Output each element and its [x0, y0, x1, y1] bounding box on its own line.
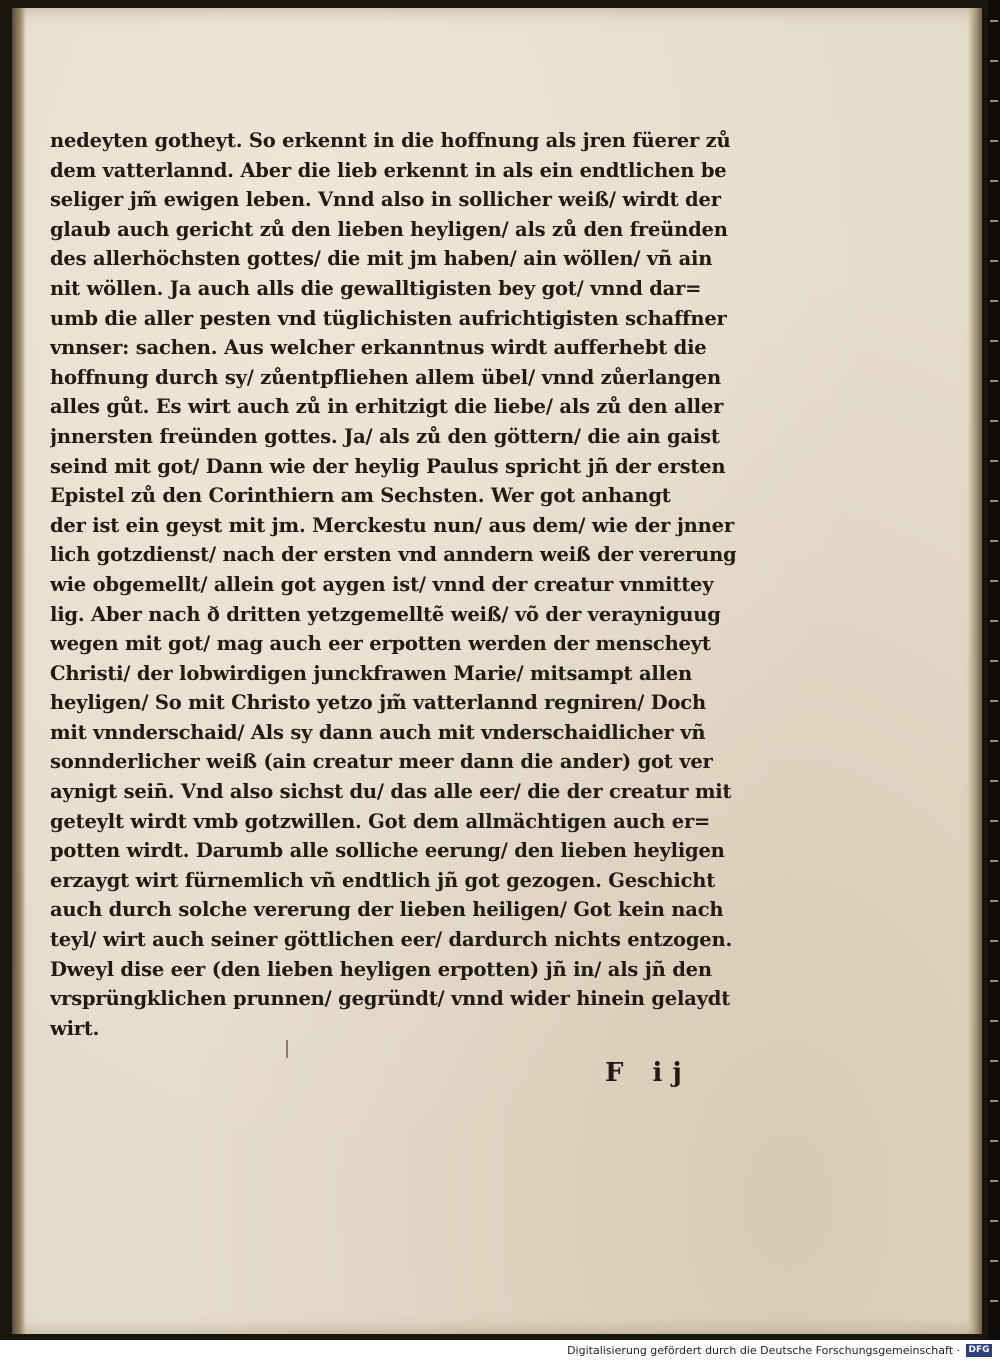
ruler-tick [990, 1020, 998, 1022]
ruler-tick [990, 1060, 998, 1062]
ruler-tick [990, 460, 998, 462]
ruler-tick [990, 340, 998, 342]
ruler-tick [990, 60, 998, 62]
ruler-tick [990, 780, 998, 782]
text-line: umb die aller pesten vnd tüglichisten aufrichtigisten schaffner [50, 306, 727, 330]
page-right-edge [968, 8, 982, 1334]
ruler-tick [990, 860, 998, 862]
text-line: wie obgemellt/ allein got aygen ist/ vnnd der creatur vnmittey [50, 572, 714, 596]
ruler-tick [990, 700, 998, 702]
printer-signature-mark: F ij [605, 1058, 692, 1088]
ruler-tick [990, 220, 998, 222]
digitization-footer [0, 1340, 1000, 1362]
text-line: lig. Aber nach ð dritten yetzgemelltẽ weiß/ võ der verayniguug [50, 602, 721, 626]
page-gutter-shadow [12, 8, 26, 1334]
text-line: Epistel zů den Corinthiern am Sechsten. Wer got anhangt [50, 484, 671, 508]
text-line: vrsprüngklichen prunnen/ gegründt/ vnnd wider hinein gelaydt [50, 987, 731, 1011]
ruler-tick [990, 660, 998, 662]
ruler-tick [990, 900, 998, 902]
ruler-tick [990, 1100, 998, 1102]
ruler-tick [990, 540, 998, 542]
text-line: alles gůt. Es wirt auch zů in erhitzigt die liebe/ als zů den aller [50, 395, 724, 419]
text-line: geteylt wirdt vmb gotzwillen. Got dem allmächtigen auch er= [50, 809, 711, 833]
text-line: erzaygt wirt fürnemlich vñ endtlich jñ got gezogen. Geschicht [50, 868, 716, 892]
page-blemish-mark [286, 1040, 288, 1058]
ruler-tick [990, 1300, 998, 1302]
text-line: mit vnnderschaid/ Als sy dann auch mit vnderschaidlicher vñ [50, 720, 706, 744]
ruler-tick [990, 1220, 998, 1222]
ruler-tick [990, 620, 998, 622]
text-line: lich gotzdienst/ nach der ersten vnd anndern weiß der vererung [50, 543, 737, 567]
text-line: nedeyten gotheyt. So erkennt in die hoffnung als jren füerer zů [50, 129, 731, 152]
page-text-block [50, 126, 740, 1043]
ruler-tick [990, 100, 998, 102]
text-line: Christi/ der lobwirdigen junckfrawen Marie/ mitsampt allen [50, 661, 692, 685]
text-line: dem vatterlannd. Aber die lieb erkennt in als ein endtlichen be [50, 158, 727, 182]
text-line: aynigt sein̄. Vnd also sichst du/ das alle eer/ die der creatur mit [50, 780, 732, 804]
text-line: heyligen/ So mit Christo yetzo jm̃ vatterlannd regniren/ Doch [50, 691, 706, 715]
ruler-tick [990, 580, 998, 582]
text-line: wirt. [50, 1016, 100, 1040]
footer-credit-text: Digitalisierung gefördert durch die Deutsche Forschungsgemeinschaft · [567, 1344, 960, 1357]
ruler-tick [990, 1180, 998, 1182]
text-line: wegen mit got/ mag auch eer erpotten werden der menscheyt [50, 632, 711, 656]
ruler-tick [990, 180, 998, 182]
ruler-tick [990, 1140, 998, 1142]
ruler-tick [990, 980, 998, 982]
ruler-tick [990, 740, 998, 742]
ruler-tick [990, 940, 998, 942]
ruler-tick [990, 260, 998, 262]
ruler-tick [990, 300, 998, 302]
text-line: seind mit got/ Dann wie der heylig Paulus spricht jñ der ersten [50, 454, 726, 478]
ruler-tick [990, 1260, 998, 1262]
text-line: des allerhöchsten gottes/ die mit jm haben/ ain wöllen/ vñ ain [50, 247, 713, 271]
text-line: seliger jm̃ ewigen leben. Vnnd also in sollicher weiß/ wirdt der [50, 188, 721, 212]
dfg-logo: DFG [966, 1344, 992, 1357]
text-line: potten wirdt. Darumb alle solliche eerung/ den lieben heyligen [50, 839, 725, 863]
ruler-tick [990, 20, 998, 22]
text-line: vnnser: sachen. Aus welcher erkanntnus wirdt aufferhebt die [50, 336, 707, 360]
text-line: hoffnung durch sy/ zůentpfliehen allem übel/ vnnd zůerlangen [50, 365, 721, 389]
text-line: Dweyl dise eer (den lieben heyligen erpotten) jñ in/ als jñ den [50, 957, 712, 981]
text-line: glaub auch gericht zů den lieben heyligen/ als zů den freünden [50, 217, 728, 241]
ruler-tick [990, 140, 998, 142]
text-line: auch durch solche vererung der lieben heiligen/ Got kein nach [50, 898, 724, 922]
ruler-tick [990, 380, 998, 382]
ruler-tick [990, 820, 998, 822]
text-line: nit wöllen. Ja auch alls die gewalltigisten bey got/ vnnd dar= [50, 276, 702, 300]
ruler-tick [990, 500, 998, 502]
ruler-tick [990, 420, 998, 422]
text-line: jnnersten freünden gottes. Ja/ als zů den göttern/ die ain gaist [50, 424, 720, 448]
text-line: der ist ein geyst mit jm. Merckestu nun/ aus dem/ wie der jnner [50, 513, 734, 537]
scan-edge-ruler [988, 0, 1000, 1340]
text-line: teyl/ wirt auch seiner göttlichen eer/ dardurch nichts entzogen. [50, 928, 733, 952]
text-line: sonnderlicher weiß (ain creatur meer dann die ander) got ver [50, 750, 713, 774]
